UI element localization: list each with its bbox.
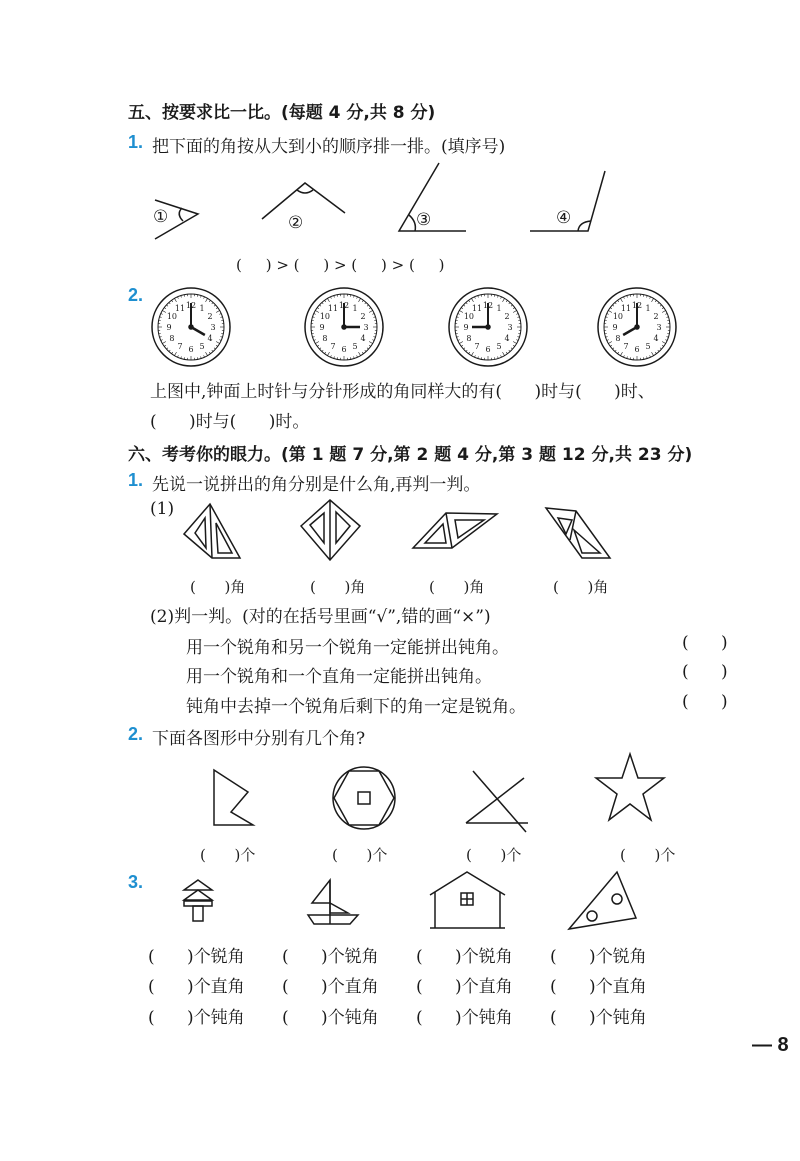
clock-dial-number: 7 <box>474 342 480 352</box>
p2-number: 2. <box>128 724 144 744</box>
q3-blank-r3-c1[interactable]: ( )个钝角 <box>148 1008 245 1028</box>
house-picture <box>430 872 505 928</box>
angle-2-label: ② <box>288 213 304 233</box>
clock-dial-number: 7 <box>623 342 629 352</box>
clock-dial-number: 2 <box>360 312 366 321</box>
q1-order-blanks[interactable]: ( ) > ( ) > ( ) > ( ) <box>236 256 445 274</box>
angle-blank-2[interactable]: ( )角 <box>310 578 366 596</box>
q1-text: 把下面的角按从大到小的顺序排一排。(填序号) <box>152 137 506 157</box>
clock-dial-number: 1 <box>496 303 502 313</box>
clock-dial-number: 4 <box>653 334 659 343</box>
clock-dial-number: 8 <box>466 334 472 343</box>
angle-blank-3[interactable]: ( )角 <box>429 578 485 596</box>
q3-blank-r3-c2[interactable]: ( )个钝角 <box>282 1008 379 1028</box>
clock-dial-number: 6 <box>341 345 347 354</box>
p1-text: 先说一说拼出的角分别是什么角,再判一判。 <box>152 475 481 495</box>
clock-dial-number: 8 <box>615 334 621 343</box>
q3-blank-r1-c3[interactable]: ( )个锐角 <box>416 947 513 967</box>
count-blank-1[interactable]: ( )个 <box>200 846 256 864</box>
clock-dial-number: 6 <box>634 345 640 354</box>
judge-3-text: 钝角中去掉一个锐角后剩下的角一定是锐角。 <box>186 697 526 717</box>
count-blank-2[interactable]: ( )个 <box>332 846 388 864</box>
clock-dial-number: 1 <box>199 303 205 313</box>
clock-dial-number: 3 <box>210 323 216 332</box>
clock-dial-number: 10 <box>166 312 178 321</box>
clock-dial-number: 1 <box>352 303 358 313</box>
judge-2-text: 用一个锐角和一个直角一定能拼出钝角。 <box>186 667 492 687</box>
q3-blank-r3-c4[interactable]: ( )个钝角 <box>550 1008 647 1028</box>
clock-dial-number: 10 <box>463 312 475 321</box>
q3-blank-r2-c1[interactable]: ( )个直角 <box>148 977 245 997</box>
count-blank-4[interactable]: ( )个 <box>620 846 676 864</box>
q3-blank-r1-c1[interactable]: ( )个锐角 <box>148 947 245 967</box>
judge-1-text: 用一个锐角和另一个锐角一定能拼出钝角。 <box>186 638 509 658</box>
p1-sub2: (2)判一判。(对的在括号里画“√”,错的画“×”) <box>150 607 491 627</box>
clock-dial-number: 7 <box>177 342 183 352</box>
clock-dial-number: 3 <box>507 323 513 332</box>
clock-dial-number: 12 <box>185 301 197 310</box>
clock-dial-number: 11 <box>471 303 483 313</box>
clock-dial-number: 10 <box>612 312 624 321</box>
clock-dial-number: 3 <box>363 323 369 332</box>
clock-dial-number: 11 <box>327 303 339 313</box>
judge-3-paren[interactable]: ( ) <box>682 692 728 712</box>
clock-dial-number: 9 <box>463 323 469 332</box>
q3-blank-r2-c3[interactable]: ( )个直角 <box>416 977 513 997</box>
clock-dial-number: 6 <box>485 345 491 354</box>
q2-line1: 上图中,钟面上时针与分针形成的角同样大的有( )时与( )时、 <box>150 382 655 402</box>
sailboat-picture <box>308 880 358 924</box>
section-5-title: 五、按要求比一比。(每题 4 分,共 8 分) <box>128 103 436 123</box>
angle-blank-1[interactable]: ( )角 <box>190 578 246 596</box>
p3-number: 3. <box>128 872 144 892</box>
clock-dial-number: 5 <box>645 342 651 352</box>
clock-dial-number: 12 <box>631 301 643 310</box>
clock-dial-number: 12 <box>482 301 494 310</box>
clock-dial-number: 4 <box>360 334 366 343</box>
judge-2-paren[interactable]: ( ) <box>682 662 728 682</box>
clock-dial-number: 11 <box>620 303 632 313</box>
judge-1-paren[interactable]: ( ) <box>682 633 728 653</box>
count-blank-3[interactable]: ( )个 <box>466 846 522 864</box>
clock-dial-number: 4 <box>207 334 213 343</box>
clock-dial-number: 6 <box>188 345 194 354</box>
angle-3-label: ③ <box>416 210 432 230</box>
q3-blank-r1-c4[interactable]: ( )个锐角 <box>550 947 647 967</box>
section-6-title: 六、考考你的眼力。(第 1 题 7 分,第 2 题 4 分,第 3 题 12 分,共 23 分) <box>128 445 693 465</box>
angle-blank-4[interactable]: ( )角 <box>553 578 609 596</box>
q3-blank-r1-c2[interactable]: ( )个锐角 <box>282 947 379 967</box>
p1-sub1: (1) <box>150 499 175 519</box>
clock-dial-number: 11 <box>174 303 186 313</box>
tower-picture <box>184 880 212 921</box>
clock-dial-number: 5 <box>352 342 358 352</box>
q2-line2: ( )时与( )时。 <box>150 412 310 432</box>
triangle-ruler-picture <box>569 872 636 929</box>
clock-dial-number: 4 <box>504 334 510 343</box>
p2-text: 下面各图形中分别有几个角? <box>152 729 366 749</box>
clock-dial-number: 12 <box>338 301 350 310</box>
angle-4-label: ④ <box>556 208 572 228</box>
clock-dial-number: 9 <box>166 323 172 332</box>
q3-blank-r2-c4[interactable]: ( )个直角 <box>550 977 647 997</box>
clock-dial-number: 1 <box>645 303 651 313</box>
clock-dial-number: 8 <box>169 334 175 343</box>
clock-dial-number: 2 <box>653 312 659 321</box>
clock-dial-number: 5 <box>496 342 502 352</box>
clock-dial-number: 2 <box>207 312 213 321</box>
q3-blank-r3-c3[interactable]: ( )个钝角 <box>416 1008 513 1028</box>
page-number: — 8 <box>752 1034 789 1056</box>
clock-dial-number: 5 <box>199 342 205 352</box>
clock-dial-number: 9 <box>319 323 325 332</box>
clock-dial-number: 3 <box>656 323 662 332</box>
clock-dial-number: 9 <box>612 323 618 332</box>
p1-number: 1. <box>128 470 144 490</box>
angle-1-label: ① <box>153 207 169 227</box>
q2-number: 2. <box>128 285 144 305</box>
clock-dial-number: 10 <box>319 312 331 321</box>
q3-blank-r2-c2[interactable]: ( )个直角 <box>282 977 379 997</box>
q1-number: 1. <box>128 132 144 152</box>
clock-dial-number: 8 <box>322 334 328 343</box>
clock-dial-number: 7 <box>330 342 336 352</box>
clock-dial-number: 2 <box>504 312 510 321</box>
